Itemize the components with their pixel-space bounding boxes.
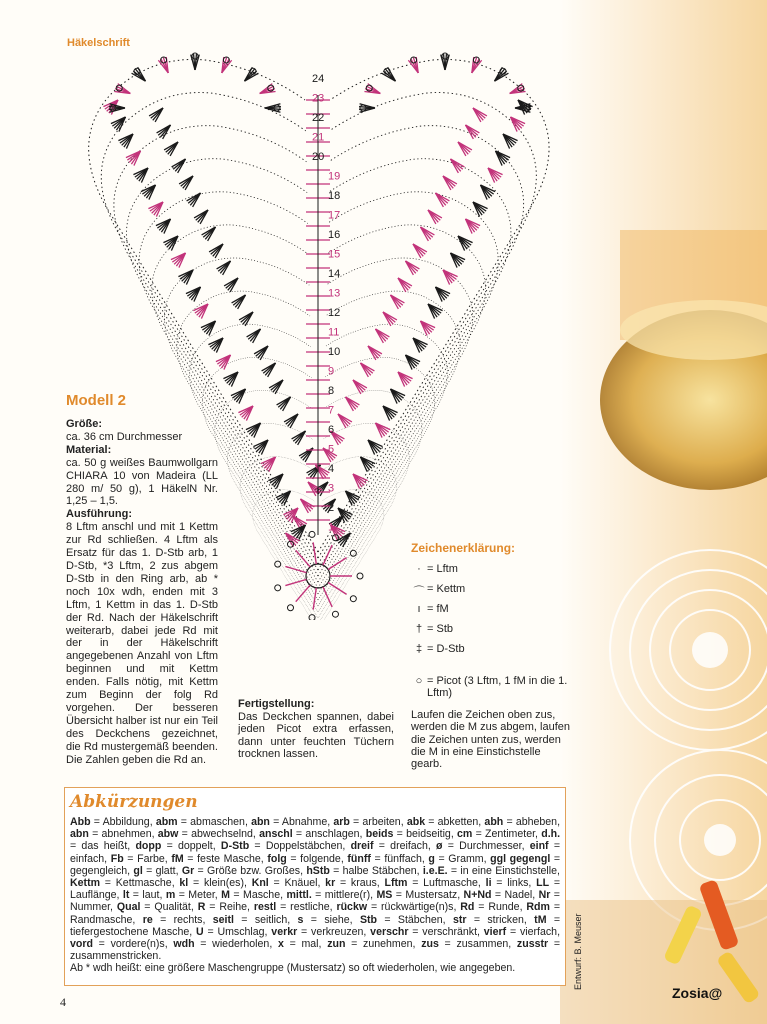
abbreviation-meaning: Nummer xyxy=(70,901,111,914)
abbreviation-term: Knl xyxy=(251,877,269,890)
abbreviation-term: verkr xyxy=(271,925,298,938)
legend-symbol: ‡ xyxy=(415,643,423,655)
abbreviation-term: dopp xyxy=(135,840,162,853)
abbreviation-entry: str = stricken, xyxy=(452,913,535,926)
page-number: 4 xyxy=(60,995,66,1009)
abbreviation-meaning: zusammenstricken xyxy=(70,950,159,963)
abbreviation-entry: Knl = Knäuel, xyxy=(251,877,326,890)
abbreviation-term: anschl xyxy=(259,828,293,841)
abbreviation-term: MS xyxy=(376,889,393,902)
abbreviation-meaning: Abbildung xyxy=(102,816,150,828)
abbreviation-term: ø xyxy=(436,840,443,853)
abbreviation-entry: kl = klein(es), xyxy=(179,877,252,890)
abbreviation-meaning: einfach xyxy=(70,852,105,865)
picot-mark xyxy=(287,605,293,611)
legend-item xyxy=(411,623,571,643)
abbreviation-entry: abw = abwechselnd, xyxy=(157,828,260,841)
picot-mark xyxy=(360,105,366,111)
abbreviation-meaning: folgende xyxy=(300,852,341,865)
row-number: 19 xyxy=(328,170,341,183)
ring-stitch xyxy=(313,542,316,564)
abbreviation-meaning: doppelt xyxy=(177,840,213,853)
legend-symbol: ⌒ xyxy=(413,586,425,598)
abbreviation-entry: cm = Zentimeter, xyxy=(457,828,542,841)
abbreviation-term: cm xyxy=(457,828,473,841)
row-number: 11 xyxy=(328,326,340,339)
abbreviation-entry: Rdm = Randmasche, xyxy=(70,901,561,926)
row-number: 7 xyxy=(328,404,335,417)
row-number: 21 xyxy=(312,131,325,144)
abbreviation-meaning: Gramm xyxy=(448,852,484,865)
abbreviation-term: lt xyxy=(122,889,130,902)
abbreviation-term: zus xyxy=(421,938,439,951)
abbreviation-entry: MS = Mustersatz, xyxy=(376,889,464,902)
abbreviation-meaning: zunehmen xyxy=(363,938,413,951)
legend-item xyxy=(411,603,571,623)
abbreviation-entry: x = mal, xyxy=(277,938,328,951)
abbreviation-entry: g = Gramm, xyxy=(428,852,491,865)
abbreviation-entry: hStb = halbe Stäbchen, xyxy=(306,864,423,877)
abbreviation-term: U xyxy=(195,925,204,938)
abbreviation-term: Kettm xyxy=(70,877,101,890)
abbreviation-meaning: in eine Einstichstelle xyxy=(460,864,558,877)
abbreviations-footer: Ab * wdh heißt: eine größere Maschengruppe (Mustersatz) so oft wiederholen, wie angegeben. xyxy=(70,962,516,975)
row-number: 9 xyxy=(328,365,335,378)
abbreviation-meaning: Runde xyxy=(488,901,520,914)
finishing-text: Das Deckchen spannen, dabei jeden Picot extra erfassen, dann unter feuchten Tüchern trocknen lassen. xyxy=(238,710,394,761)
material-label: Material: xyxy=(66,443,112,456)
ring-stitch xyxy=(323,545,332,565)
abbreviation-meaning: arbeiten xyxy=(362,816,401,828)
abbreviation-term: s xyxy=(297,913,304,926)
abbreviation-entry: rückw = rückwärtige(n)s, xyxy=(336,901,461,914)
row-number: 13 xyxy=(328,287,341,300)
abbreviation-entry: mittl. = mittlere(r), xyxy=(286,889,377,902)
abbreviation-meaning: laut xyxy=(142,889,160,902)
abbreviation-meaning: tiefergestochene Masche xyxy=(70,925,190,938)
abbreviation-term: restl xyxy=(253,901,277,914)
abbreviation-meaning: Abnahme xyxy=(281,816,328,828)
abbreviation-term: arb xyxy=(333,816,350,828)
abbreviation-term: abh xyxy=(484,816,504,828)
abbreviation-term: Nr xyxy=(538,889,551,902)
legend-item xyxy=(411,563,571,583)
abbreviation-term: Lftm xyxy=(384,877,408,890)
row-number: 15 xyxy=(328,248,341,261)
abbreviations-box xyxy=(64,787,566,986)
row-number: 3 xyxy=(328,482,335,495)
abbreviation-entry: zun = zunehmen, xyxy=(327,938,422,951)
row-number: 2 xyxy=(328,502,335,514)
abbreviation-meaning: abwechselnd xyxy=(191,828,253,841)
abbreviation-meaning: wiederholen xyxy=(212,938,270,951)
row-number: 12 xyxy=(328,307,341,319)
abbreviation-term: gl xyxy=(133,864,143,877)
picot-mark xyxy=(274,105,280,111)
abbreviation-term: Rd xyxy=(460,901,475,914)
chain-stitch-row xyxy=(202,357,318,606)
row-number: 14 xyxy=(328,268,341,280)
abbreviation-term: Abb xyxy=(70,816,91,828)
abbreviation-term: Rdm xyxy=(526,901,550,914)
abbreviation-meaning: Knäuel xyxy=(284,877,318,890)
abbreviation-entry: vord = vordere(n)s, xyxy=(70,938,174,951)
row-number: 20 xyxy=(312,151,325,163)
abbreviation-entry: Abb = Abbildung, xyxy=(70,816,156,828)
abbreviation-meaning: fünffach xyxy=(384,852,422,865)
abbreviation-entry: ø = Durchmesser, xyxy=(436,840,530,853)
abbreviation-term: beids xyxy=(365,828,394,841)
ring-stitch xyxy=(323,587,332,607)
abbreviation-entry: wdh = wiederholen, xyxy=(173,938,278,951)
row-number: 18 xyxy=(328,190,341,202)
abbreviation-meaning: Masche xyxy=(243,889,281,902)
row-number: 6 xyxy=(328,424,335,436)
abbreviation-entry: re = rechts, xyxy=(142,913,213,926)
abbreviation-entry: R = Reihe, xyxy=(197,901,254,914)
abbreviation-term: g xyxy=(428,852,435,865)
abbreviation-term: M xyxy=(221,889,230,902)
legend-text: = Stb xyxy=(427,623,453,635)
abbreviation-entry: Qual = Qualität, xyxy=(116,901,198,914)
abbreviation-entry: Kettm = Kettmasche, xyxy=(70,877,180,890)
legend-text: = Lftm xyxy=(427,563,458,575)
size-label: Größe: xyxy=(66,418,103,430)
legend-symbol: ı xyxy=(417,603,421,615)
legend-note: Laufen die Zeichen oben zus, werden die M zus abgem, laufen die Zeichen unten zus, werden die M in eine Einstichstelle gearb. xyxy=(411,709,570,771)
abbreviation-entry: dreif = dreifach, xyxy=(350,840,437,853)
abbreviation-meaning: stricken xyxy=(487,913,524,926)
abbreviation-entry: lt = laut, xyxy=(122,889,166,902)
abbreviation-entry: arb = arbeiten, xyxy=(333,816,407,828)
abbreviation-term: zun xyxy=(327,938,346,951)
abbreviation-meaning: zusammen xyxy=(456,938,509,951)
legend-title: Zeichenerklärung: xyxy=(411,541,516,555)
abbreviation-term: zusstr xyxy=(516,938,549,951)
abbreviation-term: mittl. xyxy=(286,889,312,902)
abbreviation-entry: fünff = fünffach, xyxy=(347,852,429,865)
abbreviation-meaning: abmaschen xyxy=(190,816,245,828)
abbreviation-meaning: siehe xyxy=(324,913,350,926)
abbreviation-term: abn xyxy=(251,816,270,828)
abbreviation-entry: restl = restliche, xyxy=(253,901,337,914)
material-text: ca. 50 g weißes Baumwollgarn CHIARA 10 von Madeira (LL 280 m/ 50 g), 1 HäkelN Nr. 1,25 – 1,5. xyxy=(66,456,218,508)
abbreviation-term: vierf xyxy=(483,925,507,938)
abbreviation-term: hStb xyxy=(306,864,330,877)
abbreviation-entry: U = Umschlag, xyxy=(195,925,272,938)
abbreviation-entry: Lftm = Luftmasche, xyxy=(384,877,486,890)
picot-mark xyxy=(357,573,363,579)
picot-mark xyxy=(192,53,198,59)
abbreviations-title: Abkürzungen xyxy=(70,792,198,812)
abbreviation-meaning: Umschlag xyxy=(217,925,265,938)
abbreviation-entry: gl = glatt, xyxy=(133,864,182,877)
abbreviation-term: LL xyxy=(536,877,550,890)
abbreviation-term: R xyxy=(197,901,206,914)
abbreviation-meaning: Doppelstäbchen xyxy=(265,840,343,853)
row-number: 23 xyxy=(312,92,325,105)
abbreviation-entry: N+Nd = Nadel, xyxy=(463,889,539,902)
abbreviation-term: x xyxy=(277,938,284,951)
abbreviation-term: m xyxy=(165,889,176,902)
row-number: 22 xyxy=(312,112,325,124)
abbreviation-meaning: vordere(n)s xyxy=(110,938,165,951)
picot-mark xyxy=(275,585,281,591)
abbreviation-meaning: anschlagen xyxy=(305,828,360,841)
abbreviation-meaning: Mustersatz xyxy=(405,889,458,902)
legend-symbol: ○ xyxy=(415,675,423,687)
abbreviation-meaning: klein(es) xyxy=(203,877,244,890)
model-title: Modell 2 xyxy=(66,392,127,409)
abbreviation-term: str xyxy=(452,913,467,926)
abbreviation-meaning: Zentimeter xyxy=(485,828,536,841)
designer-credit: Entwurf: B. Meuser xyxy=(573,913,583,990)
abbreviation-entry: D-Stb = Doppelstäbchen, xyxy=(220,840,351,853)
abbreviation-term: fM xyxy=(171,852,184,865)
abbreviation-entry: vierf = vierfach, xyxy=(483,925,561,938)
picot-mark xyxy=(309,531,315,537)
abbreviation-meaning: restliche xyxy=(290,901,330,914)
abbreviation-term: fünff xyxy=(347,852,371,865)
abbreviation-meaning: vierfach xyxy=(519,925,558,938)
instructions-column xyxy=(66,418,218,766)
ring-stitch xyxy=(328,558,347,570)
abbreviation-entry: LL = Lauflänge, xyxy=(70,877,561,902)
execution-text: 8 Lftm anschl und mit 1 Kettm zur Rd schließen. 4 Lftm als Ersatz für das 1. D-Stb arb, 1 D-Stb, *3 Lftm, 2 zus abgem D-Stb in den Ring arb, ab * noch 10x wdh, enden mit 3 Lftm, 1 Kettm in das 1. D-Stb der Rd. Nach der Häkelschrift weiterarb, dabei jede Rd mit der in der Häkelschrift angegebenen Anzahl von Lftm beginnen und mit Kettm enden. Falls nötig, mit Kettm zum Beginn der folg Rd vorgehen. Der besseren Übersicht halber ist nur ein Teil des Deckchens gezeichnet, die Rd mustergemäß beenden. Die Zahlen geben die Rd an. xyxy=(66,521,218,766)
abbreviation-entry: anschl = anschlagen, xyxy=(259,828,366,841)
picot-mark xyxy=(332,611,338,617)
abbreviation-meaning: Kettmasche xyxy=(115,877,172,890)
abbreviation-meaning: abnehmen xyxy=(101,828,152,841)
row-number: 16 xyxy=(328,229,341,241)
abbreviation-meaning: Lauflänge xyxy=(70,889,117,902)
abbreviation-term: Qual xyxy=(116,901,141,914)
size-text: ca. 36 cm Durchmesser xyxy=(66,430,183,443)
abbreviation-meaning: feste Masche xyxy=(197,852,261,865)
abbreviation-term: abw xyxy=(157,828,179,841)
abbreviation-meaning: rückwärtige(n)s xyxy=(381,901,454,914)
legend-symbol: † xyxy=(415,623,423,635)
legend-item xyxy=(411,643,571,663)
abbreviation-meaning: beidseitig xyxy=(406,828,451,841)
abbreviation-meaning: kraus xyxy=(350,877,377,890)
picot-mark xyxy=(350,550,356,556)
abbreviation-entry: fM = feste Masche, xyxy=(171,852,268,865)
abbreviation-entry: s = siehe, xyxy=(297,913,360,926)
abbreviation-entry: Fb = Farbe, xyxy=(110,852,172,865)
legend-text: = Picot (3 Lftm, 1 fM in die 1. Lftm) xyxy=(427,675,568,699)
abbreviation-entry: i.e.E. = in eine Einstichstelle, xyxy=(422,864,560,877)
abbreviation-term: einf xyxy=(529,840,549,853)
legend-item xyxy=(411,675,571,703)
abbreviation-meaning: Meter xyxy=(188,889,215,902)
abbreviation-meaning: seitlich xyxy=(254,913,288,926)
abbreviation-entry: Nr = Nummer, xyxy=(70,889,560,914)
row-number: 1 xyxy=(328,521,335,534)
row-number: 4 xyxy=(328,463,335,475)
abbreviation-term: li xyxy=(485,877,492,890)
execution-label: Ausführung: xyxy=(66,508,132,521)
row-number: 10 xyxy=(328,346,341,358)
abbreviation-term: tM xyxy=(534,913,547,926)
abbreviation-entry: M = Masche, xyxy=(221,889,287,902)
abbreviation-term: ggl gegengl xyxy=(490,852,551,865)
abbreviation-entry: tM = tiefergestochene Masche, xyxy=(70,913,561,938)
abbreviation-term: vord xyxy=(70,938,93,951)
finishing-label: Fertigstellung: xyxy=(238,698,315,710)
abbreviation-entry: verschr = verschränkt, xyxy=(370,925,484,938)
finishing-section xyxy=(238,698,394,761)
abbreviation-term: abn xyxy=(70,828,89,841)
legend-text: = D-Stb xyxy=(427,643,465,655)
abbreviation-meaning: glatt xyxy=(155,864,176,877)
abbreviation-term: rückw xyxy=(336,901,368,914)
abbreviation-entry: Rd = Runde, xyxy=(460,901,527,914)
abbreviation-term: i.e.E. xyxy=(422,864,448,877)
abbreviation-term: abm xyxy=(155,816,178,828)
abbreviation-entry: abn = abnehmen, xyxy=(70,828,158,841)
watermark: Zosia@ xyxy=(672,985,723,1001)
abbreviation-term: re xyxy=(142,913,153,926)
abbreviation-meaning: Farbe xyxy=(137,852,165,865)
abbreviation-entry: zusstr = zusammenstricken. xyxy=(70,938,561,963)
abbreviation-meaning: abketten xyxy=(437,816,479,828)
abbreviation-entry: folg = folgende, xyxy=(267,852,348,865)
abbreviation-term: D-Stb xyxy=(220,840,250,853)
chain-stitch-row xyxy=(240,457,318,620)
abbreviation-entry: verkr = verkreuzen, xyxy=(271,925,371,938)
legend-item xyxy=(411,583,571,603)
abbreviation-meaning: Nadel xyxy=(504,889,533,902)
legend-text: = fM xyxy=(427,603,449,615)
abbreviation-meaning: abheben xyxy=(515,816,558,828)
abbreviation-entry: zus = zusammen, xyxy=(421,938,517,951)
row-number: 17 xyxy=(328,209,341,222)
abbreviation-meaning: mal xyxy=(301,938,319,951)
picot-mark xyxy=(309,615,315,620)
abbreviation-term: folg xyxy=(267,852,287,865)
abbreviation-entry: Stb = Stäbchen, xyxy=(359,913,453,926)
abbreviation-entry: seitl = seitlich, xyxy=(212,913,298,926)
abbreviation-entry: beids = beidseitig, xyxy=(365,828,458,841)
abbreviation-entry: m = Meter, xyxy=(165,889,222,902)
abbreviation-term: seitl xyxy=(212,913,234,926)
abbreviation-entry: ggl gegengl = gegengleich, xyxy=(70,852,561,877)
chain-stitch-row xyxy=(318,225,486,582)
abbreviation-meaning: halbe Stäbchen xyxy=(342,864,417,877)
legend-text: = Kettm xyxy=(427,583,466,595)
abbreviation-meaning: verkreuzen xyxy=(311,925,364,938)
row-number: 8 xyxy=(328,385,335,397)
picot-mark xyxy=(350,596,356,602)
abbreviation-term: Gr xyxy=(181,864,195,877)
abbreviation-meaning: Qualität xyxy=(154,901,191,914)
picot-mark xyxy=(442,53,448,59)
row-number: 24 xyxy=(312,73,325,85)
abbreviation-term: Fb xyxy=(110,852,124,865)
abbreviation-meaning: rechts xyxy=(173,913,203,926)
abbreviation-entry: abk = abketten, xyxy=(406,816,485,828)
abbreviation-term: d.h. xyxy=(541,828,561,841)
abbreviation-meaning: Randmasche xyxy=(70,913,133,926)
section-label: Häkelschrift xyxy=(67,37,130,49)
row-number: 5 xyxy=(328,443,335,456)
symbol-legend xyxy=(411,541,571,770)
abbreviation-entry: kr = kraus, xyxy=(325,877,385,890)
abbreviation-meaning: Luftmasche xyxy=(423,877,478,890)
abbreviation-entry: einf = einfach, xyxy=(70,840,561,865)
abbreviation-entry: abn = Abnahme, xyxy=(251,816,334,828)
abbreviation-entry: dopp = doppelt, xyxy=(135,840,221,853)
chain-stitch-row xyxy=(318,59,549,552)
abbreviation-meaning: mittlere(r) xyxy=(324,889,371,902)
abbreviation-term: kr xyxy=(325,877,336,890)
abbreviation-meaning: Stäbchen xyxy=(397,913,443,926)
abbreviation-meaning: Größe bzw. Großes xyxy=(206,864,301,877)
ring-stitch xyxy=(296,550,310,567)
abbreviation-meaning: gegengleich xyxy=(70,864,128,877)
legend-symbol: · xyxy=(417,563,421,575)
abbreviation-meaning: das heißt xyxy=(81,840,128,853)
abbreviation-meaning: dreifach xyxy=(390,840,428,853)
abbreviation-entry: Gr = Größe bzw. Großes, xyxy=(181,864,307,877)
abbreviation-meaning: verschränkt xyxy=(422,925,478,938)
abbreviation-entry: abm = abmaschen, xyxy=(155,816,252,828)
abbreviation-term: abk xyxy=(406,816,426,828)
abbreviation-entry: li = links, xyxy=(485,877,537,890)
abbreviation-term: kl xyxy=(179,877,189,890)
abbreviations-text xyxy=(70,816,560,975)
abbreviation-term: Stb xyxy=(359,913,378,926)
abbreviation-term: wdh xyxy=(173,938,195,951)
abbreviation-term: verschr xyxy=(370,925,409,938)
abbreviation-term: N+Nd xyxy=(463,889,492,902)
abbreviation-meaning: Reihe xyxy=(219,901,247,914)
abbreviation-meaning: links xyxy=(507,877,529,890)
abbreviation-term: dreif xyxy=(350,840,374,853)
abbreviation-entry: d.h. = das heißt, xyxy=(70,828,561,853)
abbreviation-meaning: Durchmesser xyxy=(459,840,522,853)
abbreviation-entry: abh = abheben, xyxy=(484,816,561,828)
